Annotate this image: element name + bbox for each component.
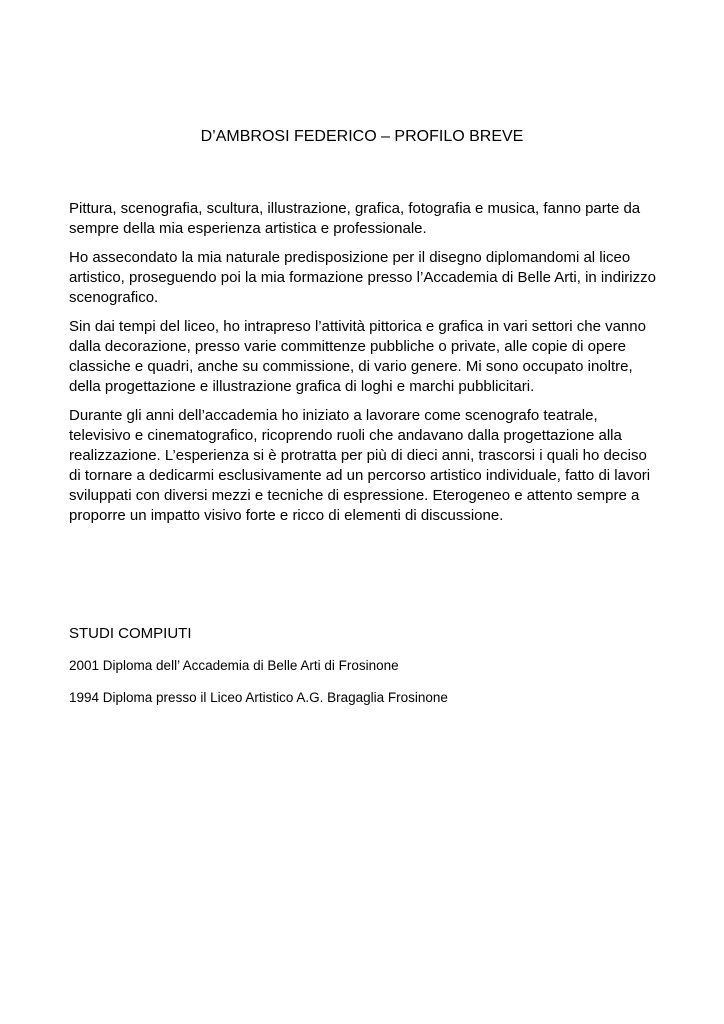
study-item: 2001 Diploma dell’ Accademia di Belle Arti di Frosinone bbox=[69, 658, 399, 673]
profile-paragraph: Ho assecondato la mia naturale predisposizione per il disegno diplomandomi al liceo artistico, proseguendo poi la mia formazione presso l’Accademia di Belle Arti, in indirizzo scenografico. bbox=[69, 249, 656, 306]
study-item: 1994 Diploma presso il Liceo Artistico A.G. Bragaglia Frosinone bbox=[69, 690, 448, 705]
studies-heading: STUDI COMPIUTI bbox=[69, 625, 192, 642]
profile-paragraph: Pittura, scenografia, scultura, illustrazione, grafica, fotografia e musica, fanno parte da sempre della mia esperienza artistica e professionale. bbox=[69, 200, 641, 237]
page-title: D’AMBROSI FEDERICO – PROFILO BREVE bbox=[200, 128, 524, 145]
profile-body bbox=[69, 199, 661, 535]
profile-paragraph: Sin dai tempi del liceo, ho intrapreso l’attività pittorica e grafica in vari settori che vanno dalla decorazione, presso varie committenze pubbliche o private, alle copie di opere classiche e quadri, anche su commissione, di vario genere. Mi sono occupato inoltre, della progettazione e illustrazione grafica di loghi e marchi pubblicitari. bbox=[69, 318, 646, 395]
profile-paragraph: Durante gli anni dell’accademia ho iniziato a lavorare come scenografo teatrale, televisivo e cinematografico, ricoprendo ruoli che andavano dalla progettazione alla realizzazione. L’esperienza si è protratta per più di dieci anni, trascorsi i quali ho deciso di tornare a dedicarmi esclusivamente ad un percorso artistico individuale, fatto di lavori sviluppati con diversi mezzi e tecniche di espressione. Eterogeneo e attento sempre a proporre un impatto visivo forte e ricco di elementi di discussione. bbox=[69, 407, 651, 524]
studies-section bbox=[69, 624, 661, 720]
